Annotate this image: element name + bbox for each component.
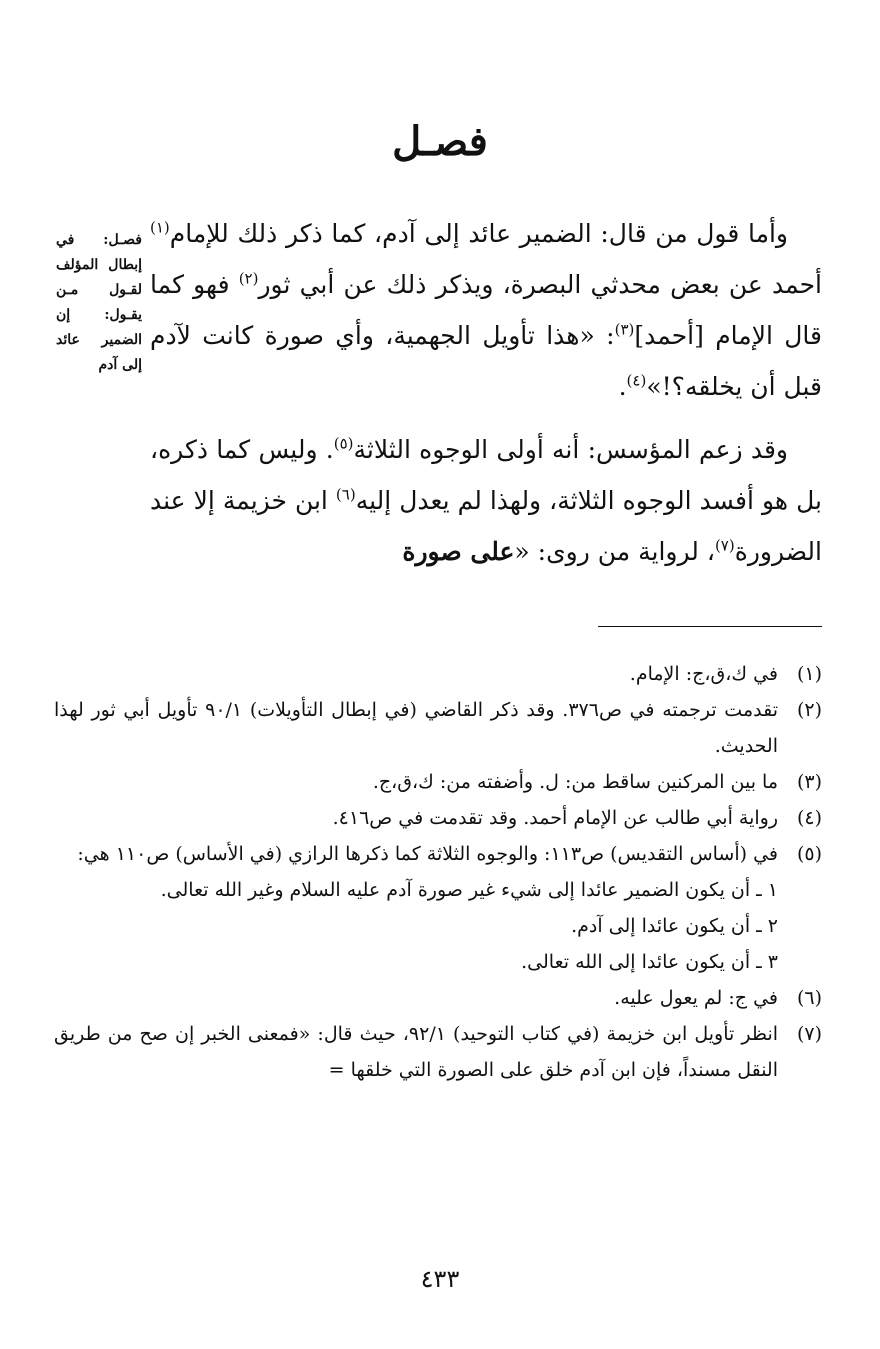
footnote-number: (٧): [796, 1023, 822, 1045]
footnote-list-item: ٢ ـ أن يكون عائدا إلى آدم.: [571, 915, 778, 937]
footnote-number: (١): [796, 663, 822, 685]
footnote: [54, 836, 822, 980]
footnote-text: في ج: لم يعول عليه.: [614, 987, 778, 1009]
footnote-text: رواية أبي طالب عن الإمام أحمد. وقد تقدمت في ص٤١٦.: [332, 807, 778, 829]
footnote-number: (٣): [796, 771, 822, 793]
footnote-list-item: ٣ ـ أن يكون عائدا إلى الله تعالى.: [521, 951, 778, 973]
margin-note: فصـل: في إبطال المؤلف لقـول مـن يقـول: إن الضمير عائد إلى آدم: [56, 232, 142, 373]
page-title: فصـل: [392, 118, 488, 165]
footnote-ref: (٦): [335, 485, 356, 504]
paragraph: وقد زعم المؤسس: أنه أولى الوجوه الثلاثة$^{(٥)}$. وليس كما ذكره، بل هو أفسد الوجوه الثلاثة، ولهذا لم يعدل إليه$^{(٦)}$ ابن خزيمة إلا عند الضرورة$^{(٧)}$، لرواية من روى: «على صورة: [150, 434, 822, 566]
footnote-text: تقدمت ترجمته في ص٣٧٦. وقد ذكر القاضي (في إبطال التأويلات) ٩٠/١ تأويل أبي ثور لهذا الحديث.: [54, 699, 778, 757]
footnote-number: (٤): [796, 807, 822, 829]
footnote: [54, 656, 822, 692]
footnote-text: انظر تأويل ابن خزيمة (في كتاب التوحيد) ٩٢/١، حيث قال: «فمعنى الخبر إن صح من طريق النقل مسنداً، فإن ابن آدم خلق على الصورة التي خلقها =: [54, 1023, 779, 1081]
footnote-text: في ك،ق،ج: الإمام.: [629, 663, 778, 685]
footnote: [54, 692, 822, 764]
footnote-number: (٦): [796, 987, 822, 1009]
footnote-divider: [598, 626, 822, 627]
footnote-ref: (٢): [238, 269, 259, 288]
footnotes: [54, 656, 822, 1088]
footnote-ref: (٤): [626, 371, 647, 390]
footnote: [54, 1016, 822, 1088]
footnote-list-item: ١ ـ أن يكون الضمير عائدا إلى شيء غير صورة آدم عليه السلام وغير الله تعالى.: [160, 879, 778, 901]
footnote: [54, 764, 822, 800]
footnote: [54, 980, 822, 1016]
footnote: [54, 800, 822, 836]
footnote-ref: (٧): [714, 536, 735, 555]
bold-phrase: على صورة: [402, 537, 515, 566]
page-number: ٤٣٣: [420, 1265, 460, 1293]
footnote-text: ما بين المركنين ساقط من: ل. وأضفته من: ك،ق،ج.: [372, 771, 778, 793]
footnote-number: (٢): [796, 699, 822, 721]
main-text: [150, 208, 822, 577]
footnote-text: في (أساس التقديس) ص١١٣: والوجوه الثلاثة كما ذكرها الرازي (في الأساس) ص١١٠ هي:: [77, 843, 778, 865]
footnote-ref: (٣): [614, 320, 635, 339]
footnote-ref: (٥): [333, 434, 354, 453]
paragraph: وأما قول من قال: الضمير عائد إلى آدم، كما ذكر ذلك للإمام$^{(١)}$ أحمد عن بعض محدثي البصرة، ويذكر ذلك عن أبي ثور$^{(٢)}$ فهو كما قال الإمام [أحمد]$^{(٣)}$: «هذا تأويل الجهمية، وأي صورة كانت لآدم قبل أن يخلقه؟!»$^{(٤)}$.: [150, 218, 822, 401]
footnote-ref: (١): [150, 218, 170, 237]
footnote-number: (٥): [796, 843, 822, 865]
